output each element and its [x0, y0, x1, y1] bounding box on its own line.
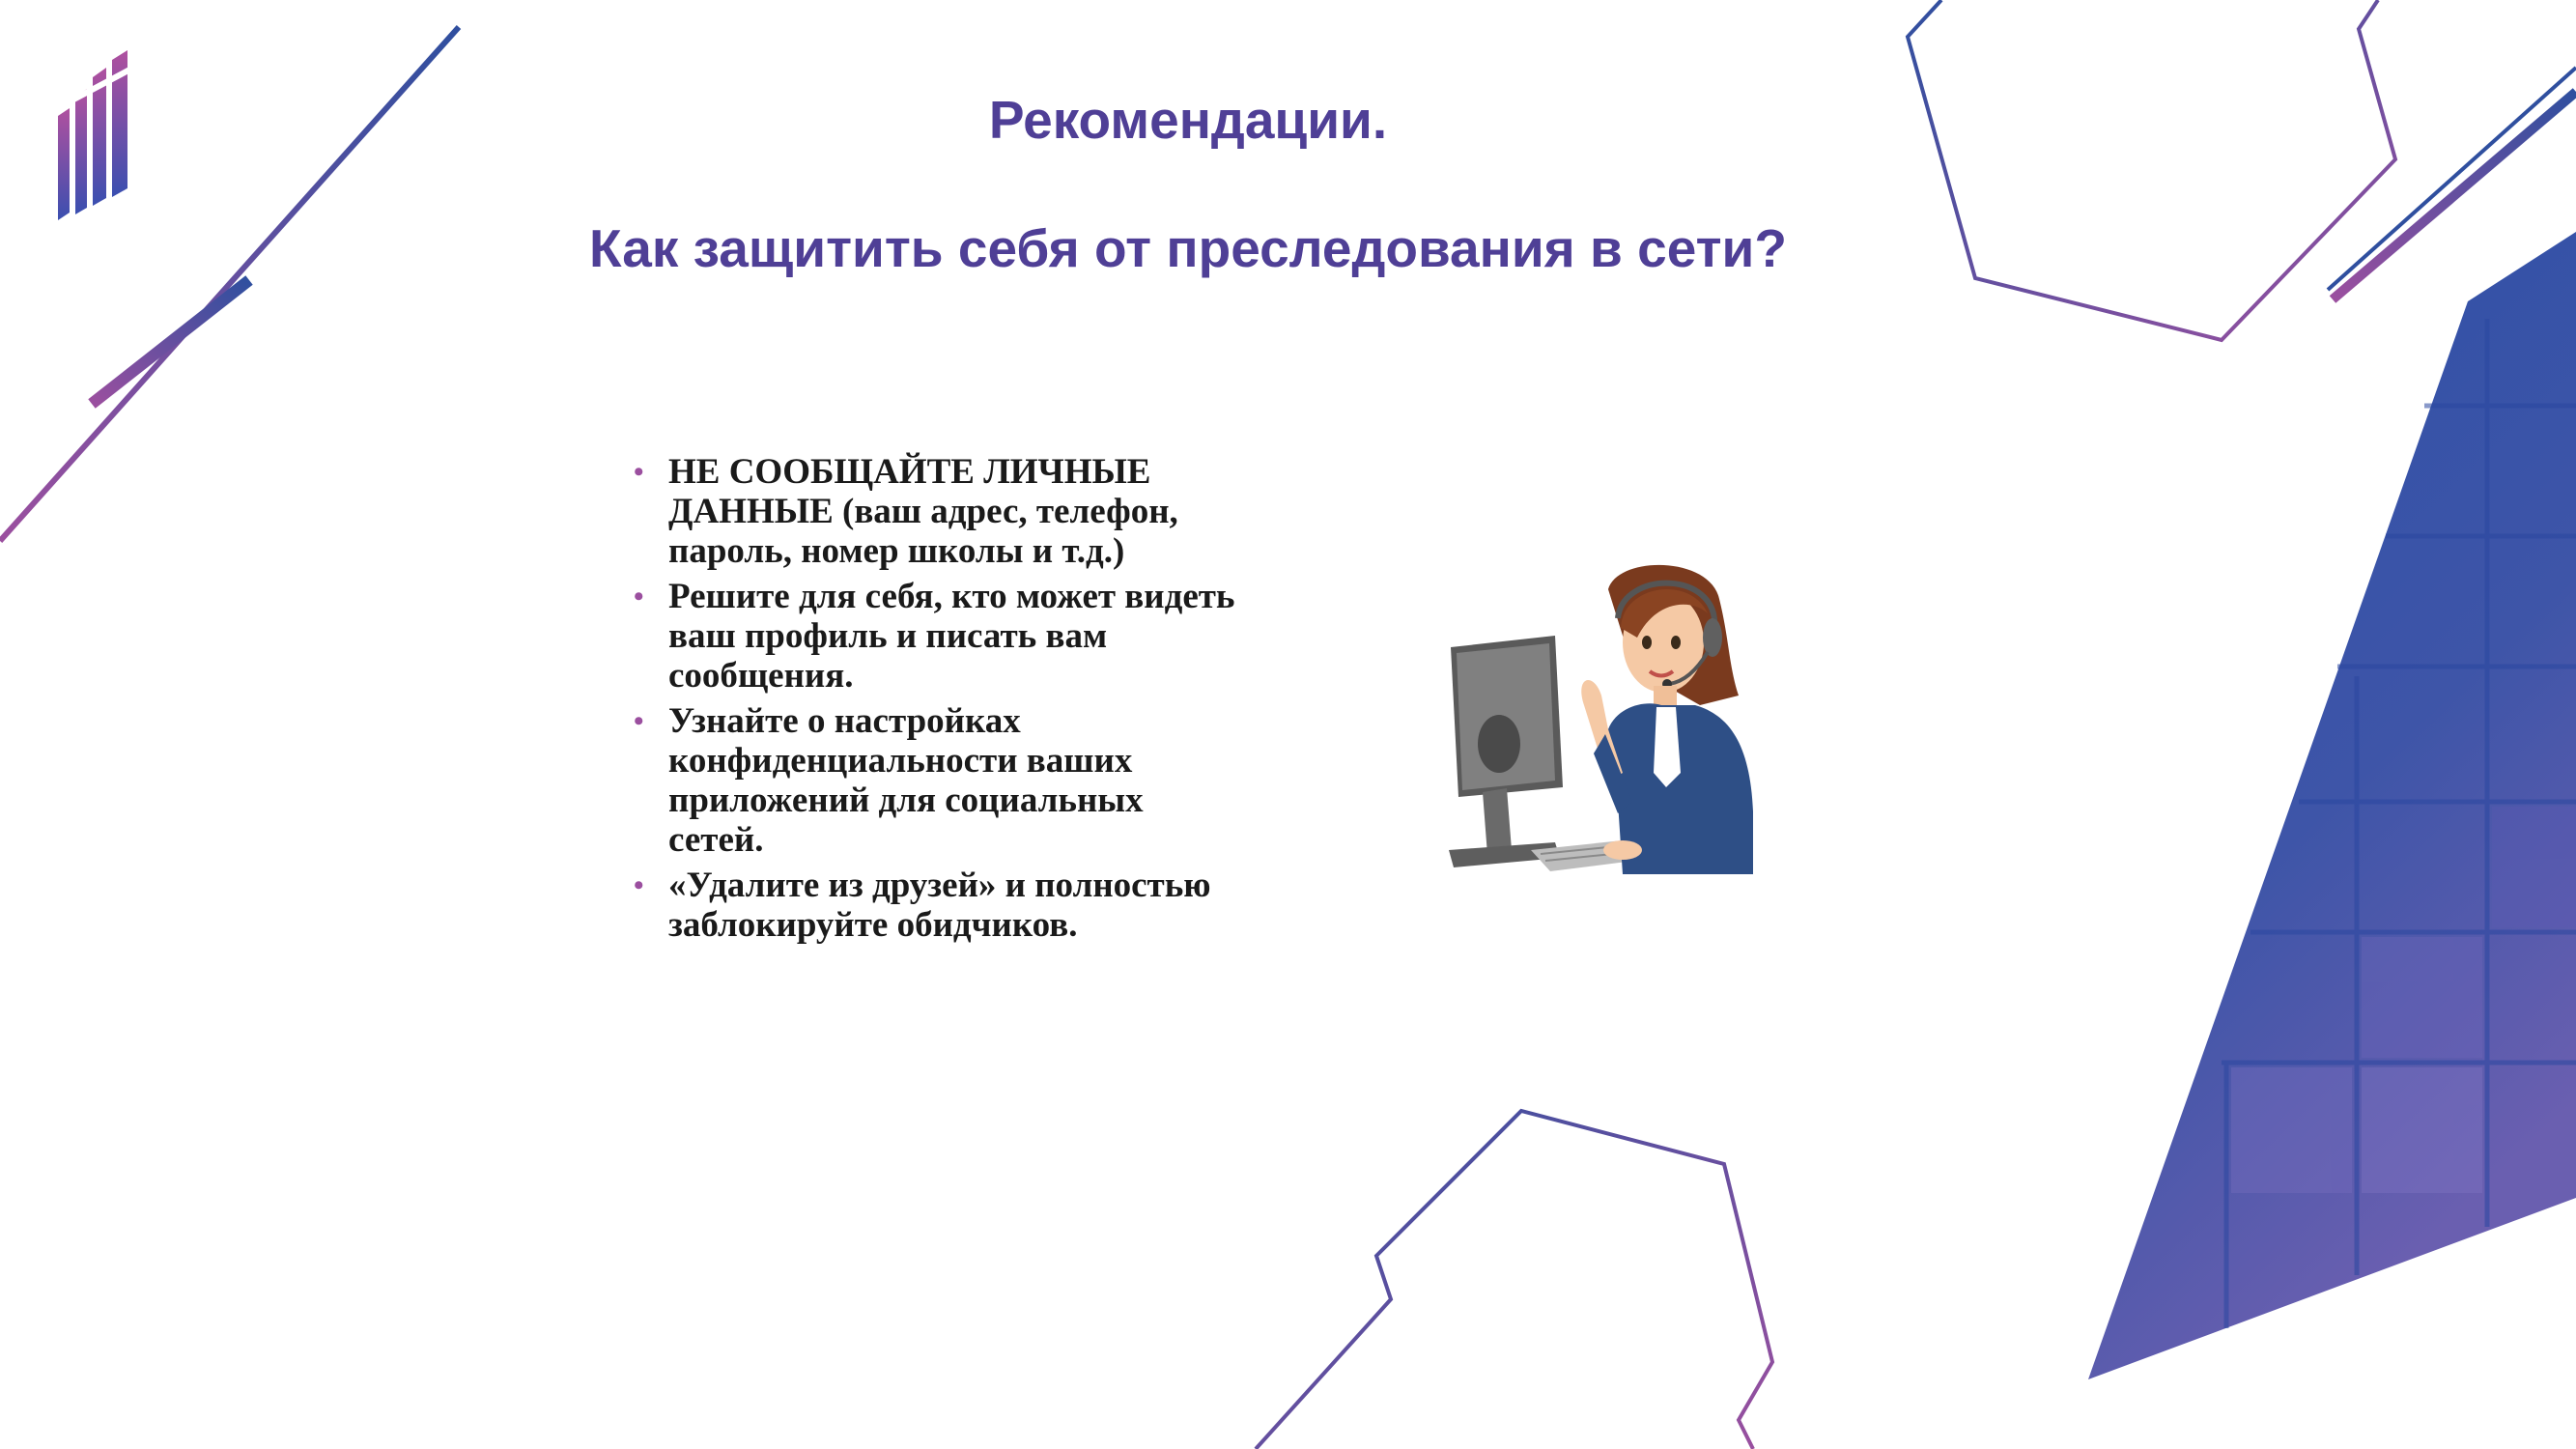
operator-at-computer-illustration — [1439, 560, 1768, 898]
slide-title: Рекомендации. — [988, 90, 1388, 150]
list-item — [628, 577, 1246, 696]
bullet-icon: • — [634, 581, 644, 612]
decor-hexagon — [1256, 1111, 1772, 1449]
bullet-icon: • — [634, 456, 644, 488]
list-item-text: Узнайте о настройках конфиденциальности ваших приложений для социальных сетей. — [668, 701, 1144, 860]
list-item — [628, 701, 1246, 860]
list-item-text: «Удалите из друзей» и полностью заблокируйте обидчиков. — [668, 866, 1211, 945]
decor-line — [92, 280, 249, 404]
list-item — [628, 452, 1246, 571]
slide-subtitle: Как защитить себя от преследования в сети? — [589, 218, 1787, 278]
list-item-text: Решите для себя, кто может видеть ваш профиль и писать вам сообщения. — [668, 577, 1235, 696]
list-item-text: НЕ СООБЩАЙТЕ ЛИЧНЫЕ ДАННЫЕ (ваш адрес, телефон, пароль, номер школы и т.д.) — [668, 452, 1178, 571]
recommendations-list — [628, 452, 1246, 951]
bullet-icon: • — [634, 869, 644, 901]
bullet-icon: • — [634, 705, 644, 737]
decor-hexagon — [1908, 0, 2395, 340]
list-item — [628, 866, 1246, 945]
